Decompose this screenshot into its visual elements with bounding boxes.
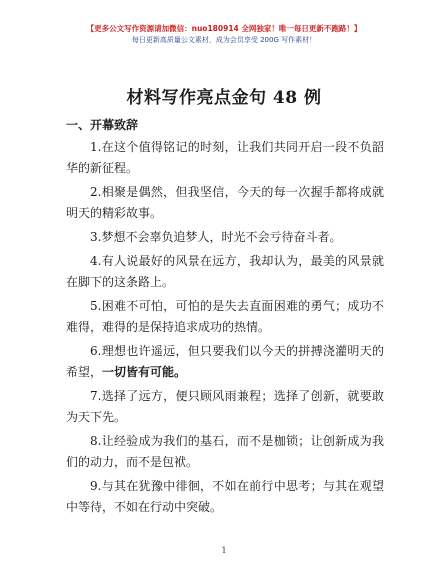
promo-banner-line1: 【更多公文写作资源请加微信：nuo180914 全网独家！唯一每日更新不跑路！】 bbox=[86, 24, 362, 33]
page-number: 1 bbox=[221, 546, 227, 555]
list-item: 4.有人说最好的风景在远方，我却认为，最美的风景就在脚下的这条路上。 bbox=[66, 254, 384, 289]
list-item-text: 6.理想也许遥远，但只要我们以今天的拼搏浇灌明天的希望， bbox=[66, 344, 384, 379]
document-title: 材料写作亮点金句 48 例 bbox=[126, 88, 322, 108]
list-item: 9.与其在犹豫中徘徊，不如在前行中思考；与其在观望中等待，不如在行动中突破。 bbox=[66, 479, 384, 514]
list-item: 1.在这个值得铭记的时刻，让我们共同开启一段不负韶华的新征程。 bbox=[66, 140, 384, 175]
list-item: 7.选择了远方，便只顾风雨兼程；选择了创新，就要敢为天下先。 bbox=[66, 389, 384, 424]
list-item bbox=[66, 341, 384, 383]
list-item: 2.相聚是偶然，但我坚信，今天的每一次握手都将成就明天的精彩故事。 bbox=[66, 185, 384, 220]
section-heading: 一、开幕致辞 bbox=[66, 118, 139, 132]
list-item: 8.让经验成为我们的基石，而不是枷锁；让创新成为我们的动力，而不是包袱。 bbox=[66, 434, 384, 469]
list-item: 3.梦想不会辜负追梦人，时光不会亏待奋斗者。 bbox=[90, 230, 342, 244]
list-item: 5.困难不可怕，可怕的是失去直面困难的勇气；成功不难得，难得的是保持追求成功的热情。 bbox=[66, 299, 384, 334]
promo-banner-line2: 每日更新高质量公文素材，成为会员享受 200G 写作素材！ bbox=[131, 36, 317, 44]
promo-banner bbox=[0, 24, 448, 46]
list-item-bold-text: 一切皆有可能。 bbox=[102, 365, 187, 379]
